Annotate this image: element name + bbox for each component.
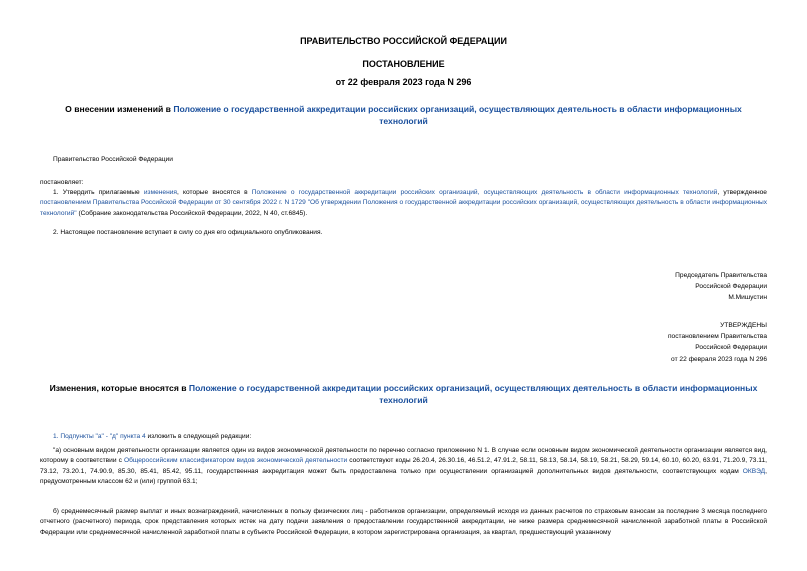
item-1-number: 1.	[53, 433, 61, 440]
title-prefix: О внесении изменений в	[65, 104, 174, 114]
changes-title	[40, 382, 767, 406]
change-item-1: 1. Подпункты "а" - "д" пункта 4 изложить в следующей редакции:	[53, 433, 252, 440]
decrees-text: постановляет:	[40, 179, 84, 186]
subparagraph-a: "а) основным видом деятельности организации является один из видов экономической деятельности по перечню согласно приложению N 1. В случае если основным видом экономической деятельности организации является вид, которому в соответствии с Общероссийским классификатором видов экономической деятельности соответствуют коды 26.20.4, 26.30.16, 46.51.2, 47.91.2, 58.11, 58.13, 58.14, 58.19, 58.21, 58.29, 59.14, 60.10, 60.20, 63.91, 71.20.9, 73.11, 73.12, 73.20.1, 74.90.9, 85.30, 85.41, 85.42, 95.11, государственная аккредитация может быть предоставлена только при осуществлении организацией дополнительных видов деятельности, соответствующих кодам ОКВЭД, предусмотренным классом 62 и (или) группой 63.1;	[40, 447, 767, 486]
issuer-text: Правительство Российской Федерации	[53, 156, 173, 163]
signature-block	[675, 270, 767, 304]
approved-label: УТВЕРЖДЕНЫ	[720, 322, 767, 329]
approved-country: Российской Федерации	[695, 344, 767, 352]
document-type: ПОСТАНОВЛЕНИЕ	[362, 59, 445, 69]
document-title	[40, 103, 767, 127]
subparagraph-b: б) среднемесячный размер выплат и иных вознаграждений, начисленных в пользу физических лиц - работников организации, определяемый исходя из данных расчетов по страховым взносам за последние 3 месяца последнего отчетного (расчетного) периода, срок представления которых истек на дату подачи заявления о предоставлении государственной аккредитации, не ниже размера среднемесячной начисленной заработной платы в Российской Федерации или среднемесячной начисленной заработной платы в субъекте Российской Федерации, в котором зарегистрирована организация, за квартал, предшествующий указанному	[40, 508, 767, 536]
government-header: ПРАВИТЕЛЬСТВО РОССИЙСКОЙ ФЕДЕРАЦИИ	[300, 36, 507, 46]
subparagraphs-link[interactable]: Подпункты "а" - "д" пункта 4	[60, 433, 146, 440]
regulation-link[interactable]: Положение о государственной аккредитации российских организаций, осуществляющих деятельность в области информационных технологий	[251, 189, 718, 196]
changes-title-prefix: Изменения, которые вносятся в	[49, 383, 189, 393]
resolution-1729-link[interactable]: постановлением Правительства Российской Федерации от 30 сентября 2022 г. N 1729 "Об утверждении Положения о государственной аккредитации российских организаций, осуществляющих деятельность в области информационных технологий"	[40, 199, 767, 217]
okved-link[interactable]: ОКВЭД	[742, 467, 766, 475]
approved-by: постановлением Правительства	[667, 333, 767, 341]
signature-position: Председатель Правительства	[675, 272, 767, 279]
changes-title-link[interactable]: Положение о государственной аккредитации российских организаций, осуществляющих деятельность в области информационных технологий	[188, 383, 758, 405]
signature-name: М.Мишустин	[728, 294, 767, 302]
document-date-number: от 22 февраля 2023 года N 296	[335, 77, 472, 87]
signature-country: Российской Федерации	[695, 283, 767, 291]
okved-classifier-link[interactable]: Общероссийским классификатором видов экономической деятельности	[123, 457, 348, 465]
paragraph-1: 1. Утвердить прилагаемые изменения, которые вносятся в Положение о государственной аккредитации российских организаций, осуществляющих деятельность в области информационных технологий, утвержденное постановлением Правительства Российской Федерации от 30 сентября 2022 г. N 1729 "Об утверждении Положения о государственной аккредитации российских организаций, осуществляющих деятельность в области информационных технологий" (Собрание законодательства Российской Федерации, 2022, N 40, ст.6845).	[40, 189, 767, 217]
approved-block	[668, 320, 767, 365]
paragraph-2: 2. Настоящее постановление вступает в силу со дня его официального опубликования.	[53, 229, 323, 236]
title-link[interactable]: Положение о государственной аккредитации российских организаций, осуществляющих деятельность в области информационных технологий	[173, 104, 742, 126]
changes-link[interactable]: изменения	[143, 189, 177, 196]
approved-date: от 22 февраля 2023 года N 296	[671, 355, 767, 363]
